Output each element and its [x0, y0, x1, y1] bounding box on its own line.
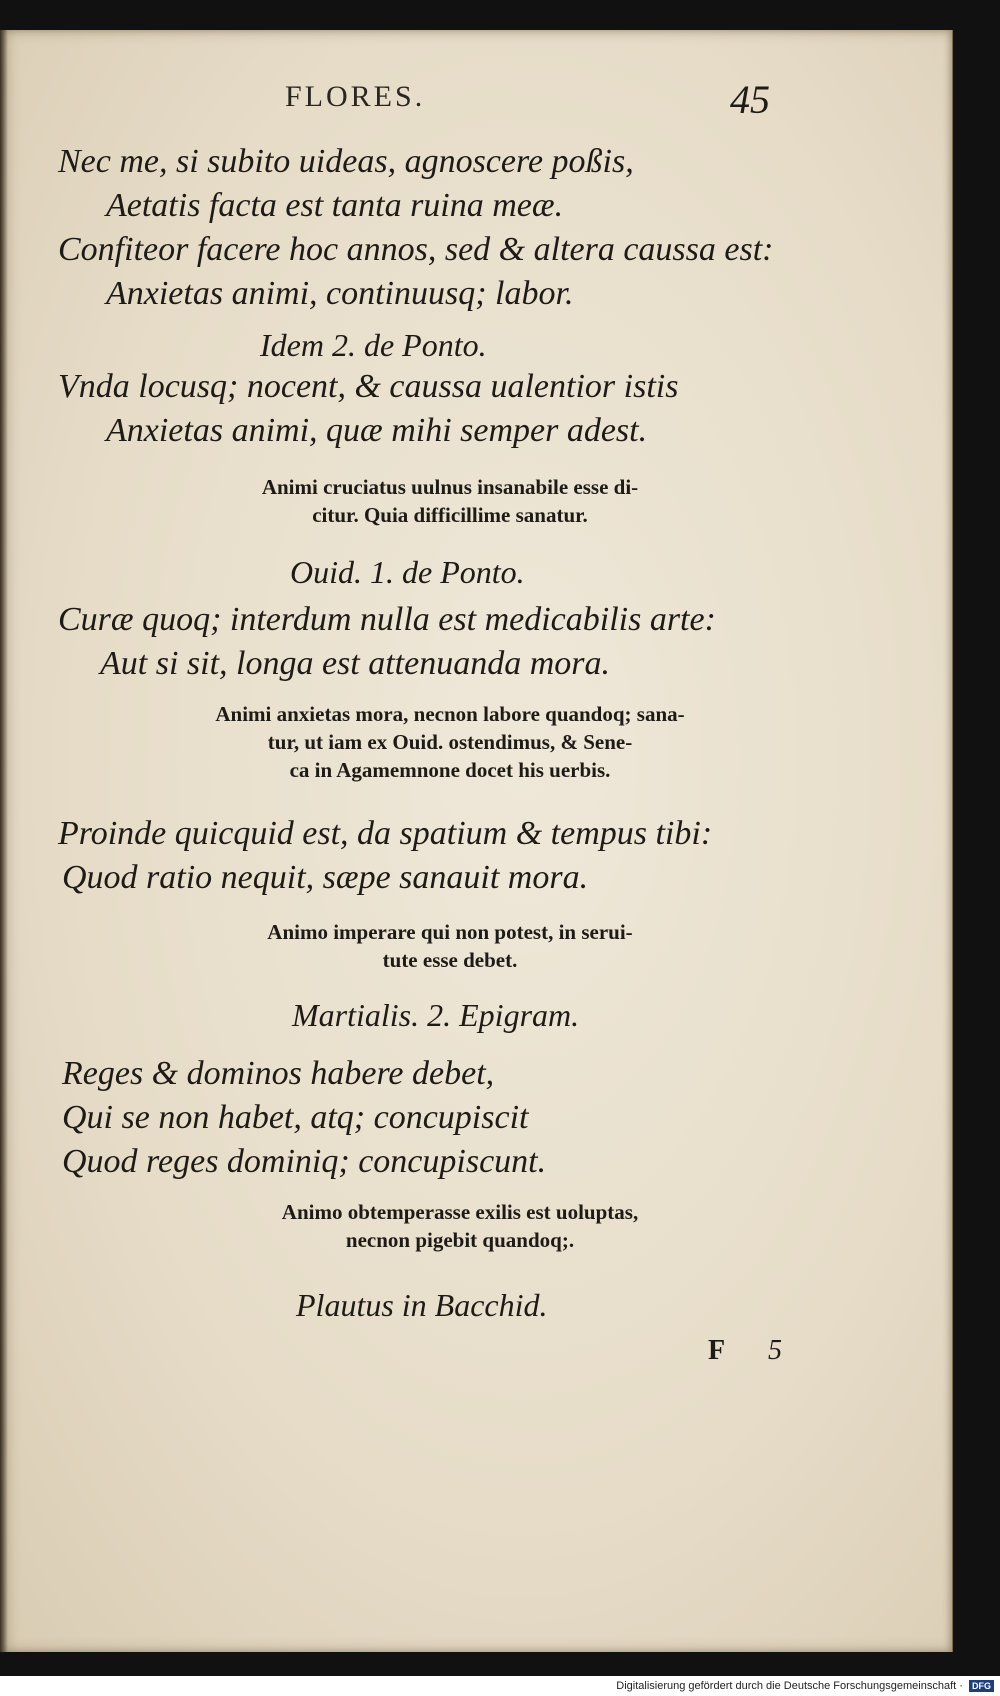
digitization-footer: [0, 1676, 1000, 1696]
running-head: FLORES.: [285, 80, 426, 113]
prose-block: [120, 700, 780, 784]
source-heading: [290, 552, 525, 592]
verse-line: Confiteor facere hoc annos, sed & altera caussa est:: [58, 231, 774, 268]
source-heading: [296, 1285, 548, 1325]
prose-line: Animi cruciatus uulnus insanabile esse di-: [261, 475, 639, 499]
prose-line: Animo obtemperasse exilis est uoluptas,: [281, 1200, 639, 1224]
verse-line: Curæ quoq; interdum nulla est medicabilis arte:: [58, 601, 716, 638]
prose-block: [200, 918, 700, 974]
verse-line: Aut si sit, longa est attenuanda mora.: [100, 645, 610, 682]
prose-line: tute esse debet.: [382, 948, 518, 972]
dfg-logo: DFG: [969, 1680, 994, 1692]
signature-mark: F: [708, 1335, 726, 1366]
verse-line: Qui se non habet, atq; concupiscit: [62, 1099, 529, 1136]
verse-block: [0, 1052, 1000, 1184]
verse-line: Anxietas animi, quæ mihi semper adest.: [106, 412, 648, 449]
source-text: Idem 2. de Ponto.: [260, 327, 487, 363]
prose-block: [200, 1198, 720, 1254]
verse-line: Quod reges dominiq; concupiscunt.: [62, 1143, 547, 1180]
prose-line: tur, ut iam ex Ouid. ostendimus, & Sene-: [267, 730, 633, 754]
prose-line: citur. Quia difficillime sanatur.: [312, 503, 588, 527]
verse-line: Aetatis facta est tanta ruina meæ.: [106, 187, 564, 224]
verse-block: [0, 598, 1000, 686]
verse-block: [0, 365, 1000, 453]
source-heading: [260, 325, 487, 365]
prose-line: ca in Agamemnone docet his uerbis.: [289, 758, 611, 782]
source-text: Ouid. 1. de Ponto.: [290, 554, 525, 590]
source-text: Martialis. 2. Epigram.: [292, 997, 580, 1033]
prose-line: Animo imperare qui non potest, in serui-: [267, 920, 633, 944]
catchword: 5: [768, 1335, 782, 1366]
page-number: 45: [730, 77, 770, 122]
verse-block: [0, 140, 1000, 316]
source-text: Plautus in Bacchid.: [296, 1287, 548, 1323]
prose-block: [200, 473, 700, 529]
verse-line: Anxietas animi, continuusq; labor.: [106, 275, 574, 312]
verse-line: Quod ratio nequit, sæpe sanauit mora.: [62, 859, 589, 896]
verse-line: Nec me, si subito uideas, agnoscere poßis,: [58, 143, 634, 180]
verse-line: Reges & dominos habere debet,: [62, 1055, 495, 1092]
verse-line: Vnda locusq; nocent, & caussa ualentior istis: [58, 368, 679, 405]
verse-block: [0, 812, 1000, 900]
source-heading: [292, 995, 579, 1035]
prose-line: necnon pigebit quandoq;.: [345, 1228, 575, 1252]
verse-line: Proinde quicquid est, da spatium & tempus tibi:: [58, 815, 713, 852]
prose-line: Animi anxietas mora, necnon labore quandoq; sana-: [215, 702, 685, 726]
footer-text: Digitalisierung gefördert durch die Deutsche Forschungsgemeinschaft ·: [616, 1680, 963, 1692]
